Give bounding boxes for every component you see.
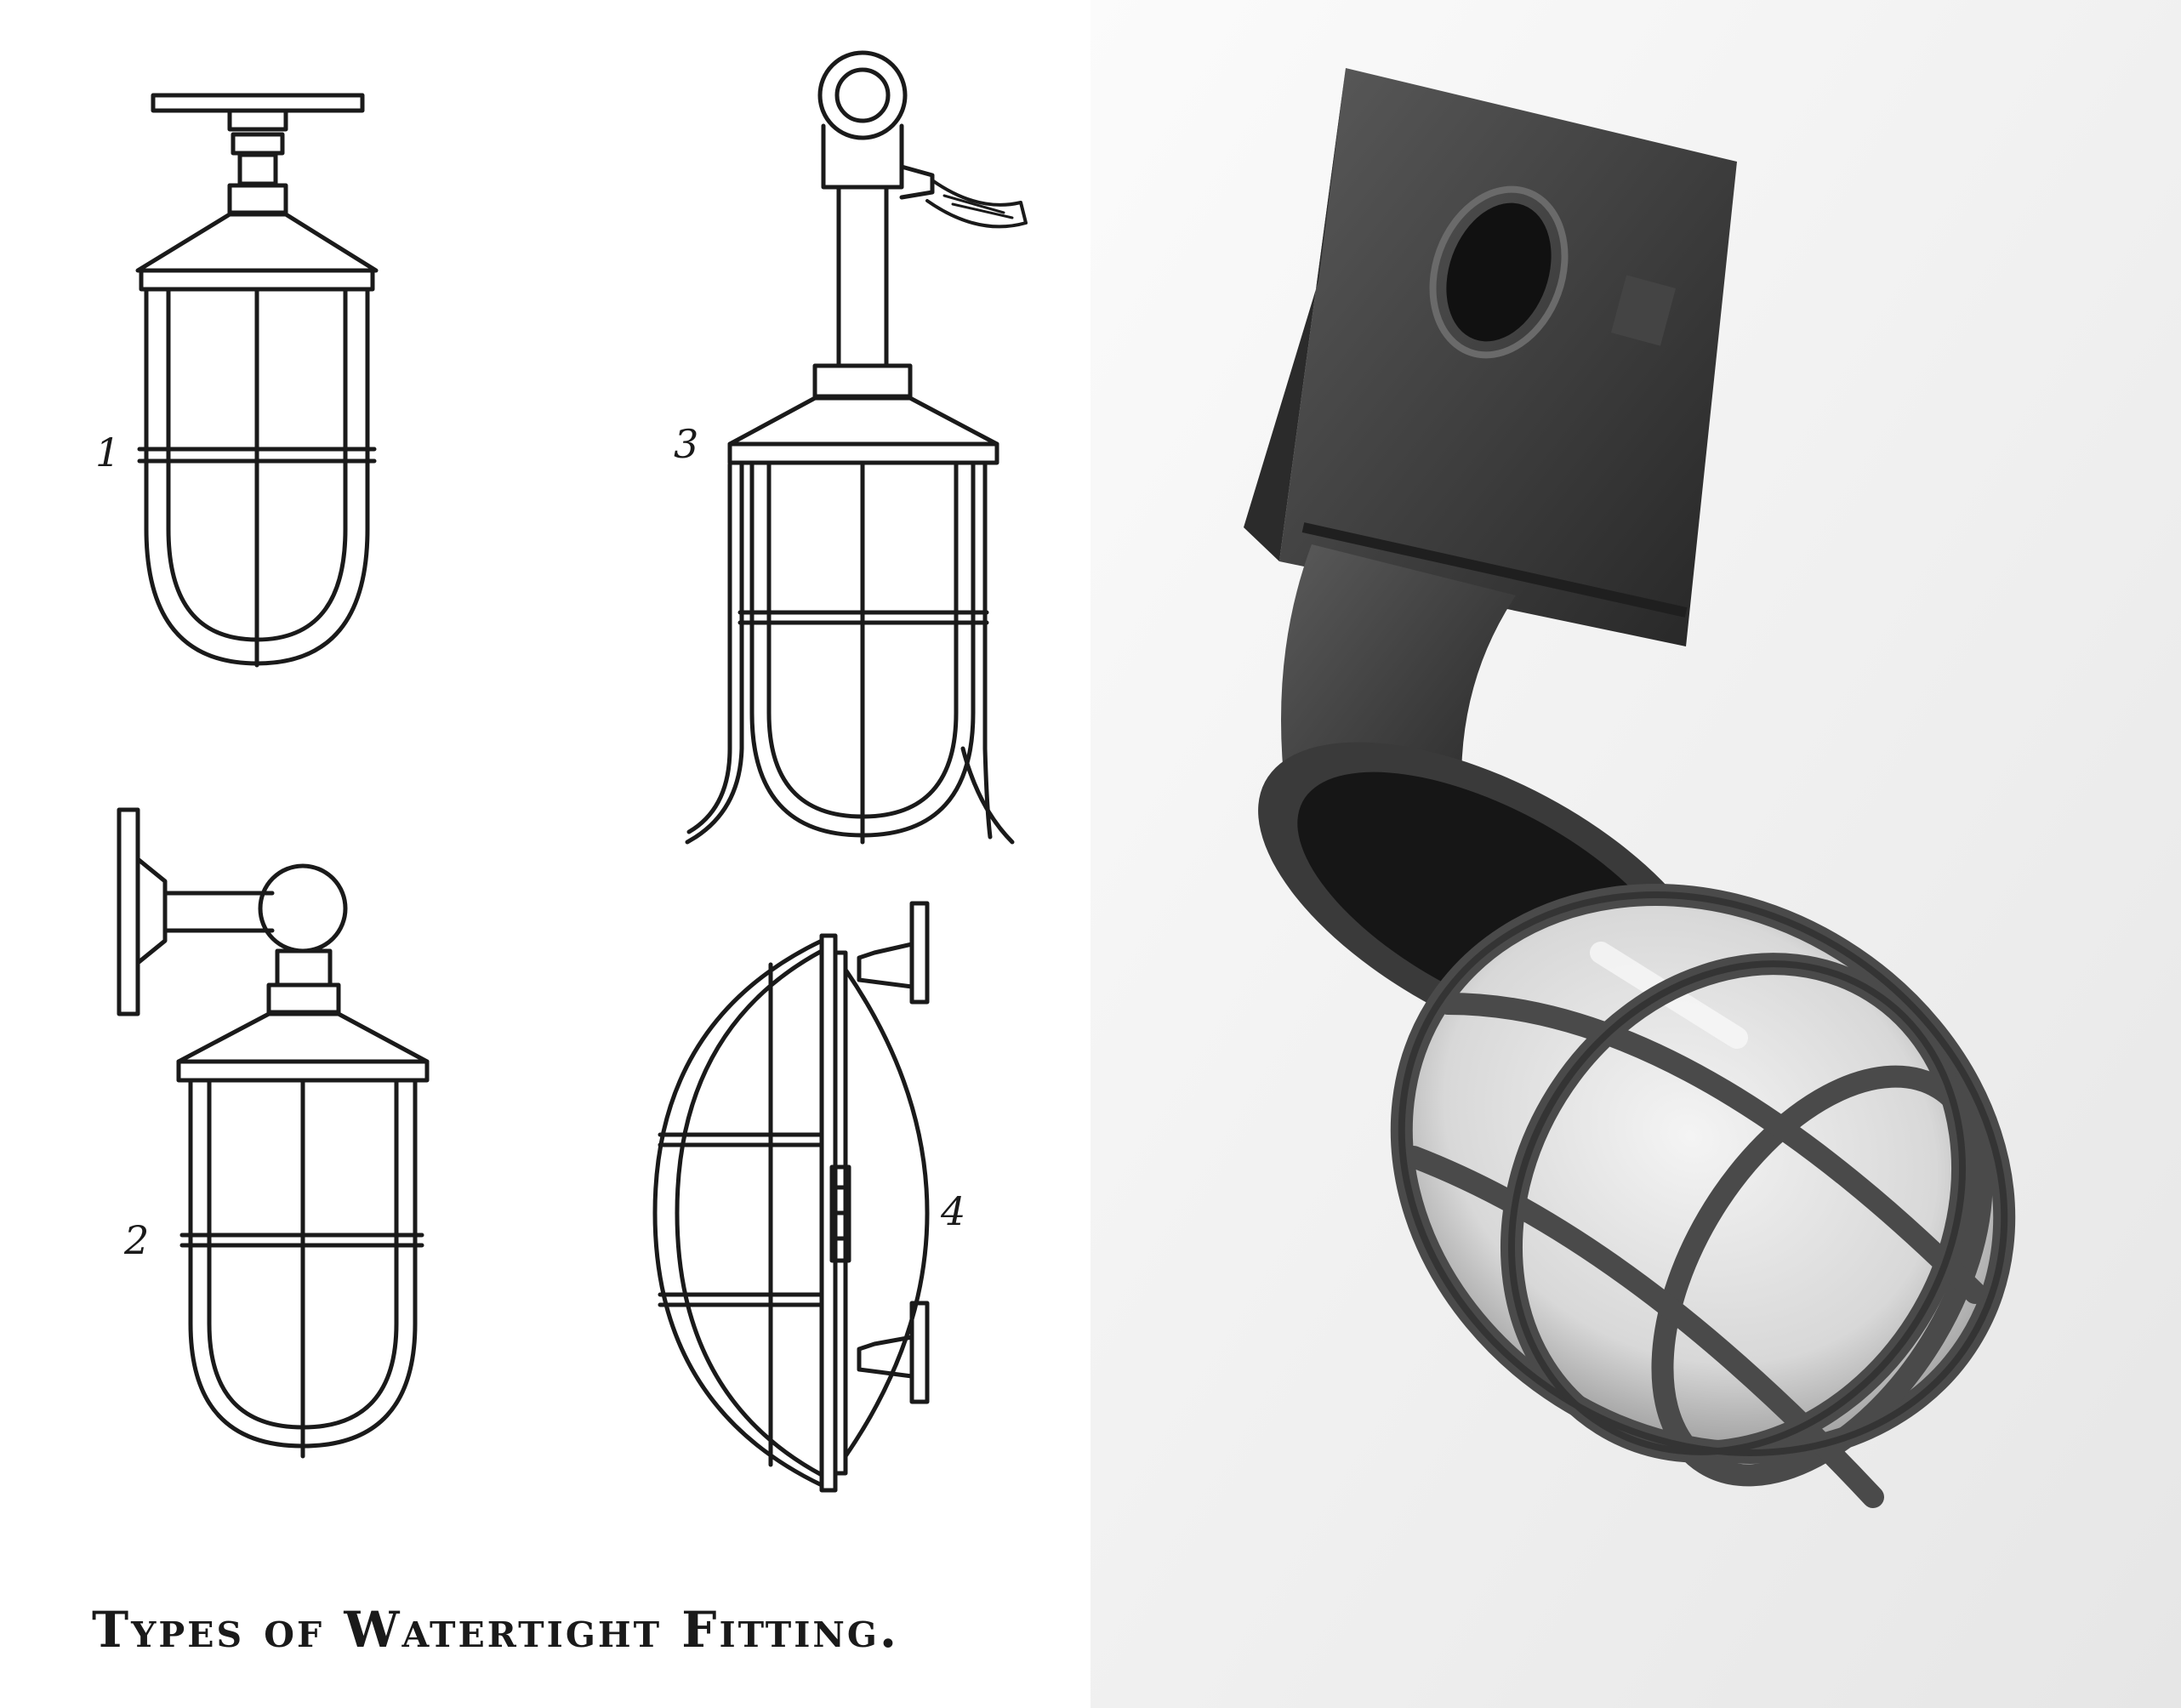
photo-panel bbox=[1090, 0, 2181, 1708]
figure-4-number: 4 bbox=[941, 1188, 966, 1234]
figure-3-number: 3 bbox=[674, 421, 699, 467]
figure-4-fitting bbox=[655, 903, 927, 1490]
figure-3-fitting bbox=[687, 53, 1026, 842]
lamp-photo bbox=[1090, 0, 2181, 1708]
illustration-panel bbox=[0, 0, 1090, 1708]
figure-2-number: 2 bbox=[124, 1217, 150, 1263]
figure-caption: Types of Watertight Fitting. bbox=[92, 1601, 900, 1659]
figure-1-fitting bbox=[138, 95, 376, 665]
figure-2-fitting bbox=[119, 810, 427, 1456]
fitting-drawings bbox=[0, 0, 1090, 1708]
figure-1-number: 1 bbox=[95, 430, 121, 475]
